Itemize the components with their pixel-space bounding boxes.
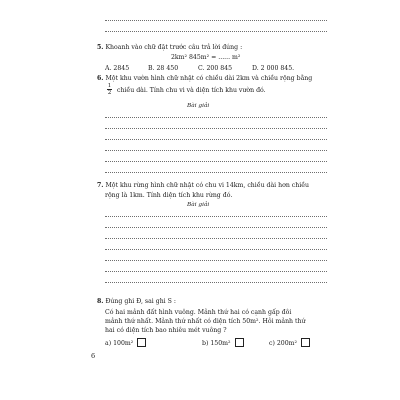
- answer-line: [105, 20, 327, 21]
- question-6-line1: Một khu vườn hình chữ nhật có chiều dài 2km và chiều rộng bằng: [105, 75, 313, 82]
- fraction-denominator: 2: [107, 90, 112, 96]
- option-d[interactable]: D. 2 000 845.: [252, 65, 295, 72]
- answer-line[interactable]: [105, 282, 327, 283]
- page-number: 6: [91, 352, 96, 360]
- answer-line[interactable]: [105, 172, 327, 173]
- answer-option-b-label: b) 150m²: [202, 340, 231, 347]
- answer-line[interactable]: [105, 227, 327, 228]
- answer-line[interactable]: [105, 260, 327, 261]
- answer-box-c[interactable]: [301, 338, 310, 347]
- answer-line[interactable]: [105, 139, 327, 140]
- question-8-number: 8.: [97, 298, 104, 305]
- answer-line[interactable]: [105, 117, 327, 118]
- option-c[interactable]: C. 200 845: [198, 65, 233, 72]
- question-6: [97, 75, 312, 83]
- answer-line[interactable]: [105, 128, 327, 129]
- question-8-prompt: Đúng ghi Đ, sai ghi S :: [105, 298, 176, 305]
- answer-option-c-label: c) 200m²: [269, 340, 298, 347]
- question-8-line2: mảnh thứ nhất. Mảnh thứ nhất có diện tích 50m². Hỏi mảnh thứ: [105, 318, 306, 325]
- answer-line[interactable]: [105, 249, 327, 250]
- question-7-number: 7.: [97, 182, 104, 189]
- answer-option-c: [269, 338, 310, 348]
- answer-option-b: [202, 338, 244, 348]
- answer-line[interactable]: [105, 216, 327, 217]
- question-5: [97, 44, 242, 52]
- answer-box-a[interactable]: [137, 338, 146, 347]
- question-5-number: 5.: [97, 44, 104, 51]
- question-5-prompt: Khoanh vào chữ đặt trước câu trả lời đúng :: [105, 44, 243, 51]
- question-6-line2: chiều dài. Tính chu vi và diện tích khu vườn đó.: [117, 87, 266, 94]
- question-7: [97, 182, 309, 190]
- answer-box-b[interactable]: [235, 338, 244, 347]
- question-5-equation: 2km² 845m² = ...... m²: [171, 54, 241, 61]
- answer-line[interactable]: [105, 271, 327, 272]
- question-7-line2: rộng là 1km. Tính diện tích khu rừng đó.: [105, 192, 233, 199]
- question-6-number: 6.: [97, 75, 104, 82]
- option-b[interactable]: B. 28 450: [148, 65, 179, 72]
- question-8-line3: hai có diện tích bao nhiêu mét vuông ?: [105, 327, 227, 334]
- answer-option-a: [105, 338, 146, 348]
- question-7-line1: Một khu rừng hình chữ nhật có chu vi 14km, chiều dài hơn chiều: [105, 182, 309, 189]
- answer-option-a-label: a) 100m²: [105, 340, 134, 347]
- option-a[interactable]: A. 2845: [105, 65, 130, 72]
- answer-line: [105, 31, 327, 32]
- solution-title: Bài giải: [187, 103, 210, 109]
- solution-title: Bài giải: [187, 202, 210, 208]
- answer-line[interactable]: [105, 161, 327, 162]
- worksheet-page: [85, 0, 330, 400]
- question-8: [97, 298, 176, 306]
- answer-line[interactable]: [105, 150, 327, 151]
- fraction-one-half: [107, 83, 112, 96]
- question-8-line1: Có hai mảnh đất hình vuông. Mảnh thứ hai có cạnh gấp đôi: [105, 309, 292, 316]
- fraction-numerator: 1: [107, 83, 112, 89]
- answer-line[interactable]: [105, 238, 327, 239]
